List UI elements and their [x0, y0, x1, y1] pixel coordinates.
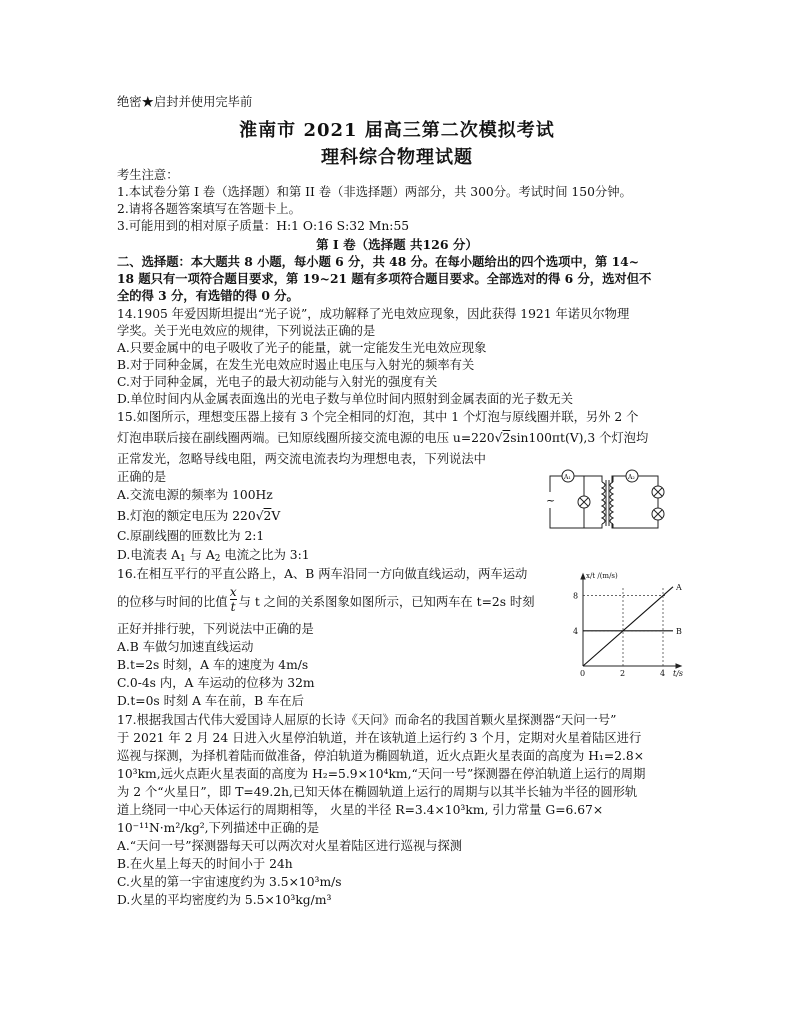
y-axis-label: x/t /(m/s): [586, 572, 618, 580]
q16-stem-1: 16.在相互平行的平直公路上，A、B 两车沿同一方向做直线运动，两车运动: [117, 567, 528, 581]
q17-stem-5: 为 2 个“火星日”，即 T=49.2h,已知天体在椭圆轨道上运行的周期与以其半长轴为半径的圆形轨: [117, 785, 638, 799]
q17-stem-7: 10⁻¹¹N·m²/kg²,下列描述中正确的是: [117, 821, 320, 835]
confidential-label: 绝密★启封并使用完毕前: [117, 95, 253, 109]
fraction-numerator: x: [229, 585, 237, 599]
y-axis-arrow: [581, 574, 585, 579]
section-heading: 第 I 卷（选择题 共126 分）: [316, 237, 478, 252]
transformer-circuit-diagram: [540, 460, 674, 544]
q16-option-a: A.B 车做匀加速直线运动: [117, 640, 254, 654]
q15-option-b: [117, 508, 280, 525]
q16-stem-2: [117, 585, 535, 619]
q15-option-a: A.交流电源的频率为 100Hz: [117, 488, 273, 502]
q14-stem-2: 学奖。关于光电效应的规律，下列说法正确的是: [117, 324, 376, 338]
exam-title: 淮南市 2021 届高三第二次模拟考试: [239, 120, 555, 141]
section-intro-3: 全的得 3 分，有选错的得 0 分。: [117, 288, 299, 303]
q16-option-d: D.t=0s 时刻 A 车在前，B 车在后: [117, 694, 304, 708]
ac-source-symbol: ~: [546, 494, 556, 507]
q15-option-d-c: 电流之比为 3:1: [220, 548, 310, 562]
note-3: 3.可能用到的相对原子质量：H:1 O:16 S:32 Mn:55: [117, 219, 410, 233]
sqrt-symbol: √: [255, 509, 264, 523]
y-tick-label: 8: [573, 591, 579, 601]
ammeter-a1-label: A₁: [564, 474, 571, 481]
x-tick-label: 0: [580, 669, 586, 678]
secondary-wire: [612, 476, 658, 528]
note-1: 1.本试卷分第 I 卷（选择题）和第 II 卷（非选择题）两部分，共 300分。考试时间 150分钟。: [117, 185, 632, 199]
q15-option-d: [117, 547, 310, 568]
q14-option-d: D.单位时间内从金属表面逸出的光电子数与单位时间内照射到金属表面的光子数无关: [117, 392, 574, 406]
subscript: 1: [180, 554, 186, 564]
q15-option-b-text: B.灯泡的额定电压为 220: [117, 509, 256, 523]
q16-option-b: B.t=2s 时刻，A 车的速度为 4m/s: [117, 658, 309, 672]
q15-stem-4: 正确的是: [117, 470, 167, 484]
notes-heading: 考生注意：: [117, 168, 179, 182]
x-tick-label: 4: [660, 669, 666, 678]
q15-option-b-unit: V: [271, 509, 281, 523]
fraction-denominator: t: [230, 600, 236, 614]
q17-stem-6: 道上绕同一中心天体运行的周期相等， 火星的半径 R=3.4×10³km, 引力常量 G=6.67×: [117, 803, 604, 817]
q14-stem-1: 14.1905 年爱因斯坦提出“光子说”，成功解释了光电效应现象，因此获得 1921 年诺贝尔物理: [117, 307, 630, 321]
q15-stem-2-b: sin100πt(V),3 个灯泡均: [510, 431, 649, 445]
q15-option-c: C.原副线圈的匝数比为 2:1: [117, 529, 265, 543]
q17-stem-2: 于 2021 年 2 月 24 日进入火星停泊轨道，并在该轨道上运行约 3 个月，定期对火星着陆区进行: [117, 731, 642, 745]
q17-option-c: C.火星的第一宇宙速度约为 3.5×10³m/s: [117, 875, 342, 889]
sqrt-radicand: 2: [502, 431, 511, 445]
primary-wire: [550, 476, 602, 528]
q16-xt-graph: [567, 568, 687, 680]
section-intro-1: 二、选择题：本大题共 8 小题，每小题 6 分，共 48 分。在每小题给出的四个选项中，第 14~: [117, 254, 640, 269]
section-intro-2: 18 题只有一项符合题目要求，第 19~21 题有多项符合题目要求。全部选对的得 6 分，选对但不: [117, 271, 652, 286]
q15-stem-1: 15.如图所示，理想变压器上接有 3 个完全相同的灯泡，其中 1 个灯泡与原线圈并联，另外 2 个: [117, 410, 639, 424]
y-tick-label: 4: [573, 626, 579, 636]
q16-option-c: C.0-4s 内，A 车运动的位移为 32m: [117, 676, 315, 690]
q17-stem-1: 17.根据我国古代伟大爱国诗人屈原的长诗《天问》而命名的我国首颗火星探测器“天问一号”: [117, 713, 617, 727]
q17-option-b: B.在火星上每天的时间小于 24h: [117, 857, 293, 871]
note-2: 2.请将各题答案填写在答题卡上。: [117, 202, 301, 216]
q16-stem-3: 正好并排行驶，下列说法中正确的是: [117, 622, 314, 636]
series-label-A: A: [676, 582, 682, 592]
q15-option-d-a: D.电流表 A: [117, 548, 181, 562]
x-axis-label: t/s: [673, 669, 684, 678]
q17-option-d: D.火星的平均密度约为 5.5×10³kg/m³: [117, 893, 332, 907]
q14-option-a: A.只要金属中的电子吸收了光子的能量，就一定能发生光电效应现象: [117, 341, 487, 355]
q16-stem-2-b: 与 t 之间的关系图象如图所示，已知两车在 t=2s 时刻: [238, 595, 535, 609]
q17-stem-4: 10³km,远火点距火星表面的高度为 H₂=5.9×10⁴km,“天问一号”探测器在停泊轨道上运行的周期: [117, 767, 646, 781]
q17-stem-3: 巡视与探测，为择机着陆而做准备，停泊轨道为椭圆轨道，近火点距火星表面的高度为 H₁=2.8×: [117, 749, 645, 763]
q16-stem-2-a: 的位移与时间的比值: [117, 595, 228, 609]
ammeter-a2-label: A₂: [628, 474, 635, 481]
q15-stem-2: [117, 430, 648, 447]
sqrt-symbol: √: [494, 431, 503, 445]
q15-option-d-b: 与 A: [185, 548, 215, 562]
x-axis-arrow: [676, 664, 681, 668]
x-tick-label: 2: [620, 669, 626, 678]
q17-option-a: A.“天问一号”探测器每天可以两次对火星着陆区进行巡视与探测: [117, 839, 463, 853]
series-label-B: B: [676, 626, 682, 636]
exam-subtitle: 理科综合物理试题: [321, 147, 473, 168]
series-line-A: [583, 587, 673, 666]
fraction-x-over-t: [230, 585, 237, 614]
q15-stem-2-a: 灯泡串联后接在副线圈两端。已知原线圈所接交流电源的电压 u=220: [117, 431, 495, 445]
q14-option-c: C.对于同种金属，光电子的最大初动能与入射光的强度有关: [117, 375, 438, 389]
sqrt-radicand: 2: [263, 509, 272, 523]
q14-option-b: B.对于同种金属，在发生光电效应时遏止电压与入射光的频率有关: [117, 358, 475, 372]
q15-stem-3: 正常发光，忽略导线电阻，两交流电流表均为理想电表，下列说法中: [117, 452, 486, 466]
subscript: 2: [214, 554, 221, 564]
